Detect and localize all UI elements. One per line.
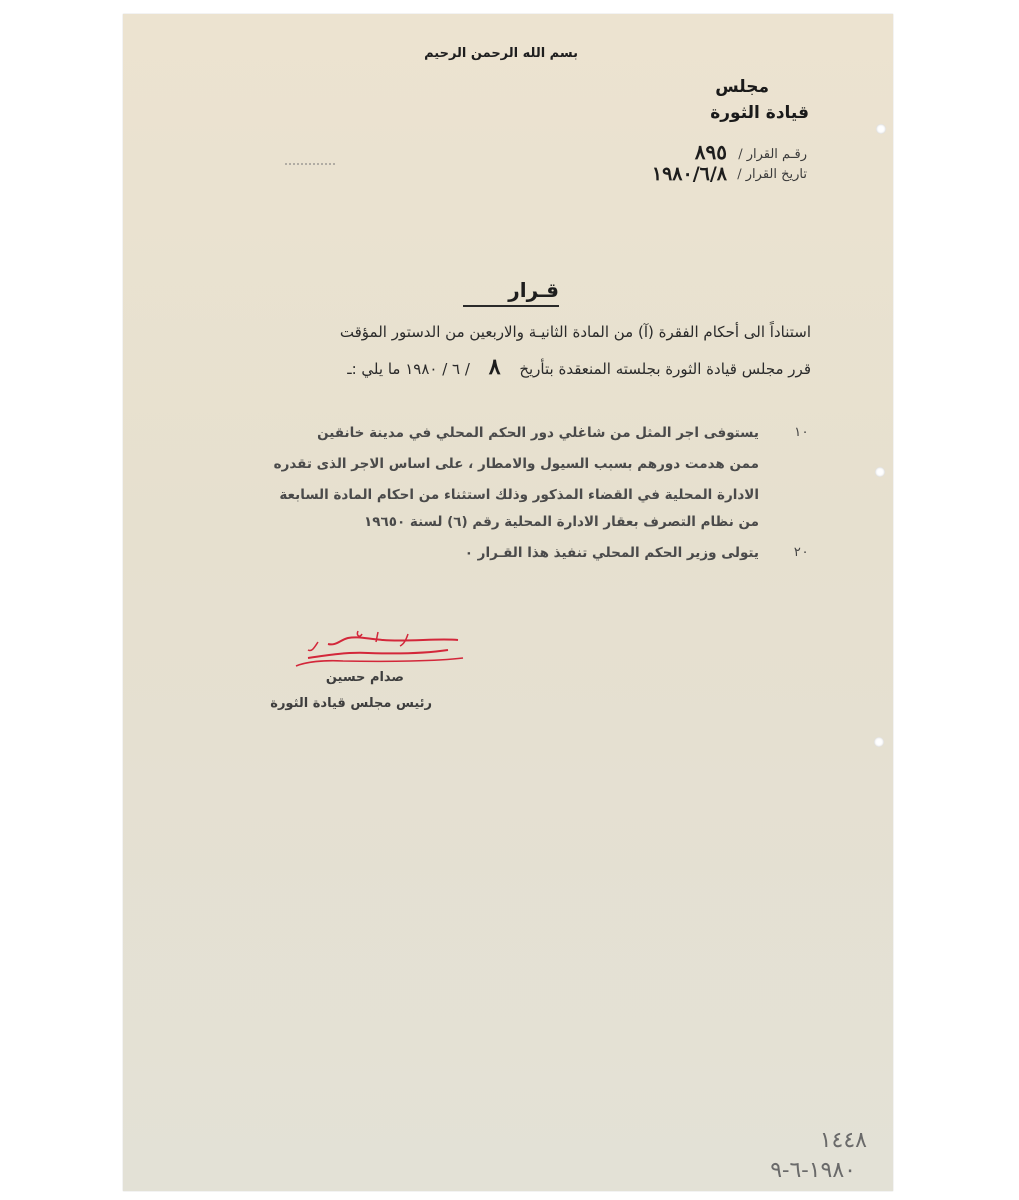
clause-2-number: ٢٠ <box>793 545 809 560</box>
signatory-name: صدام حسين <box>325 670 404 685</box>
clause-1-line-1: يستوفى اجر المثل من شاغلي دور الحكم المحلي في مدينة خانقين <box>317 425 759 441</box>
session-day-handwritten: ٨ <box>488 354 501 380</box>
intro-line-2 <box>347 354 811 380</box>
clause-1-number: ١٠ <box>793 425 809 440</box>
signatory-title: رئيس مجلس قيادة الثورة <box>270 696 432 711</box>
org-line-1: مجلس <box>715 77 769 97</box>
clause-1-line-2: ممن هدمت دورهم بسبب السيول والامطار ، على اساس الاجر الذى تقدره <box>273 456 759 472</box>
basmala: بسم الله الرحمن الرحيم <box>424 46 578 61</box>
document-sheet <box>123 14 893 1191</box>
decision-number-label: رقـم القرار / <box>738 147 807 162</box>
clause-1-line-4: من نظام التصرف بعقار الادارة المحلية رقم (٦) لسنة ١٩٦٥٠ <box>364 514 759 530</box>
punch-hole <box>876 124 886 134</box>
decision-number-value: ٨٩٥ <box>694 140 727 164</box>
org-line-2: قيادة الثورة <box>710 103 809 123</box>
clause-2-line-1: يتولى وزير الحكم المحلي تنفيذ هذا القـرار ٠ <box>464 545 759 561</box>
clause-1-line-3: الادارة المحلية في القضاء المذكور وذلك استثناء من احكام المادة السابعة <box>279 487 759 503</box>
pencil-note-line-2: ١٩٨٠-٦-٩ <box>770 1158 856 1183</box>
pencil-note-line-1: ١٤٤٨ <box>819 1128 867 1153</box>
punch-hole <box>874 737 884 747</box>
handwritten-signature <box>288 628 468 673</box>
punch-hole <box>875 467 885 477</box>
title-underline <box>463 305 559 307</box>
document-title: قـرار <box>508 278 559 302</box>
decision-date-value: ١٩٨٠/٦/٨ <box>651 163 727 185</box>
decision-date-label: تاريخ القرار / <box>737 167 807 182</box>
intro-line-1: استناداً الى أحكام الفقرة (آ) من المادة الثانيـة والاربعين من الدستور المؤقت <box>339 323 811 341</box>
dotted-leader <box>285 162 337 166</box>
intro-line-2-start: قرر مجلس قيادة الثورة بجلسته المنعقدة بتأريخ <box>519 360 811 378</box>
intro-line-2-end: / ٦ / ١٩٨٠ ما يلي :ـ <box>347 360 470 378</box>
